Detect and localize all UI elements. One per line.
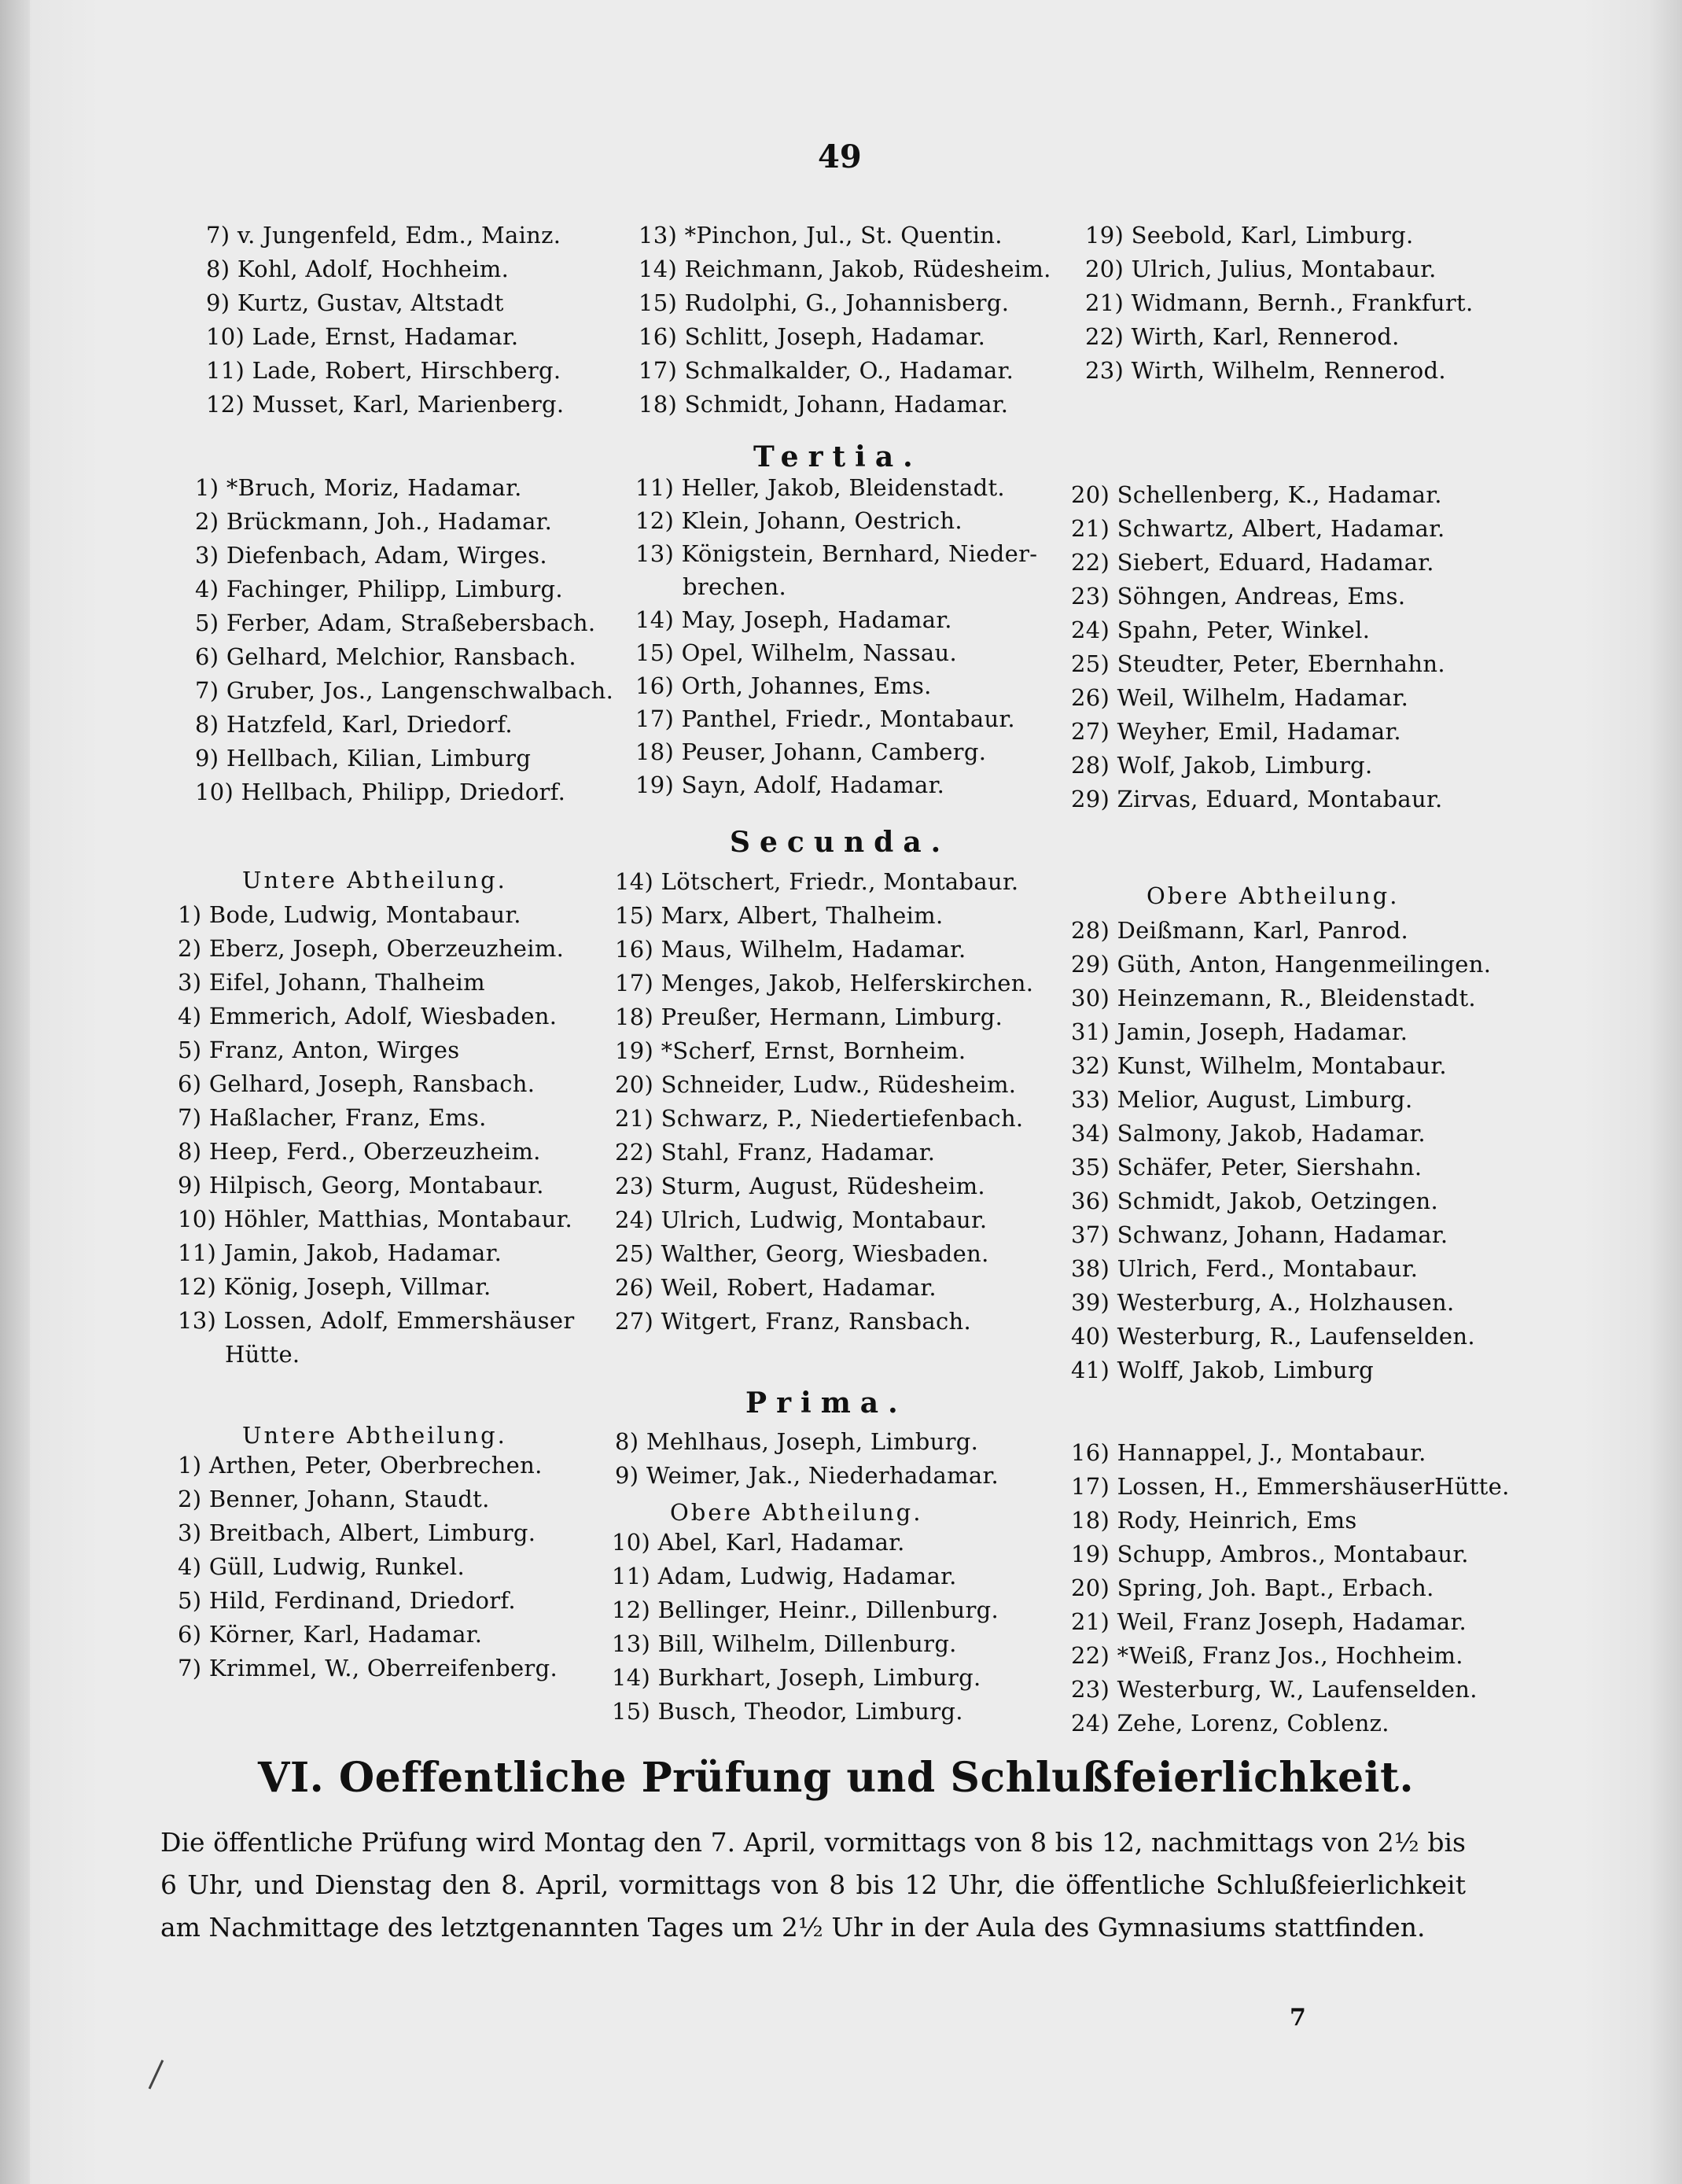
list-item: 36) Schmidt, Jakob, Oetzingen. — [1071, 1188, 1439, 1214]
list-item: brechen. — [683, 573, 786, 600]
page-number: 49 — [818, 138, 862, 175]
list-item: 3) Diefenbach, Adam, Wirges. — [195, 542, 547, 569]
list-item: 23) Söhngen, Andreas, Ems. — [1071, 583, 1406, 610]
list-item: 26) Weil, Wilhelm, Hadamar. — [1071, 684, 1409, 711]
list-item: 15) Rudolphi, G., Johannisberg. — [639, 289, 1010, 316]
list-item: 7) Haßlacher, Franz, Ems. — [178, 1104, 487, 1131]
list-item: 21) Schwarz, P., Niedertiefenbach. — [615, 1105, 1024, 1132]
list-item: 5) Franz, Anton, Wirges — [178, 1037, 460, 1063]
list-item: 28) Deißmann, Karl, Panrod. — [1071, 917, 1408, 944]
list-item: 2) Benner, Johann, Staudt. — [178, 1486, 490, 1512]
list-item: 4) Güll, Ludwig, Runkel. — [178, 1553, 466, 1580]
list-item: 13) Lossen, Adolf, Emmershäuser — [178, 1307, 575, 1334]
list-item: 25) Walther, Georg, Wiesbaden. — [615, 1240, 989, 1267]
section-title-secunda: Secunda. — [730, 826, 951, 859]
list-item: 20) Ulrich, Julius, Montabaur. — [1085, 256, 1437, 282]
list-item: 29) Güth, Anton, Hangenmeilingen. — [1071, 951, 1492, 978]
list-item: 26) Weil, Robert, Hadamar. — [615, 1274, 937, 1301]
list-item: 21) Widmann, Bernh., Frankfurt. — [1085, 289, 1474, 316]
list-item: 21) Weil, Franz Joseph, Hadamar. — [1071, 1608, 1467, 1635]
subtitle-prima-obere: Obere Abtheilung. — [670, 1499, 923, 1526]
list-item: 14) Reichmann, Jakob, Rüdesheim. — [639, 256, 1051, 282]
list-item: 20) Spring, Joh. Bapt., Erbach. — [1071, 1574, 1434, 1601]
list-item: 13) *Pinchon, Jul., St. Quentin. — [639, 222, 1003, 249]
list-item: 12) Musset, Karl, Marienberg. — [206, 391, 565, 418]
list-item: 20) Schneider, Ludw., Rüdesheim. — [615, 1071, 1017, 1098]
list-item: 11) Heller, Jakob, Bleidenstadt. — [635, 474, 1005, 501]
list-item: 37) Schwanz, Johann, Hadamar. — [1071, 1221, 1448, 1248]
list-item: 6) Körner, Karl, Hadamar. — [178, 1621, 483, 1648]
list-item: 13) Königstein, Bernhard, Nieder- — [635, 540, 1038, 567]
list-item: 10) Lade, Ernst, Hadamar. — [206, 323, 519, 350]
list-item: 18) Rody, Heinrich, Ems — [1071, 1507, 1357, 1534]
list-item: 7) Krimmel, W., Oberreifenberg. — [178, 1655, 558, 1681]
list-item: 1) *Bruch, Moriz, Hadamar. — [195, 474, 522, 501]
list-item: 23) Westerburg, W., Laufenselden. — [1071, 1676, 1478, 1703]
list-item: 25) Steudter, Peter, Ebernhahn. — [1071, 650, 1445, 677]
list-item: 5) Hild, Ferdinand, Driedorf. — [178, 1587, 516, 1614]
list-item: 24) Ulrich, Ludwig, Montabaur. — [615, 1206, 988, 1233]
list-item: 11) Jamin, Jakob, Hadamar. — [178, 1239, 502, 1266]
list-item: 27) Weyher, Emil, Hadamar. — [1071, 718, 1401, 745]
list-item: 12) Bellinger, Heinr., Dillenburg. — [612, 1597, 999, 1623]
list-item: 33) Melior, August, Limburg. — [1071, 1086, 1413, 1113]
list-item: 19) Schupp, Ambros., Montabaur. — [1071, 1541, 1469, 1567]
list-item: 17) Menges, Jakob, Helferskirchen. — [615, 970, 1034, 996]
list-item: 2) Brückmann, Joh., Hadamar. — [195, 508, 553, 535]
list-item: 22) Wirth, Karl, Rennerod. — [1085, 323, 1400, 350]
list-item: 34) Salmony, Jakob, Hadamar. — [1071, 1120, 1426, 1147]
list-item: 27) Witgert, Franz, Ransbach. — [615, 1308, 972, 1335]
subtitle-prima-untere: Untere Abtheilung. — [242, 1422, 507, 1449]
list-item: 18) Preußer, Hermann, Limburg. — [615, 1004, 1003, 1030]
list-item: 16) Schlitt, Joseph, Hadamar. — [639, 323, 986, 350]
list-item: 14) Burkhart, Joseph, Limburg. — [612, 1664, 981, 1691]
list-item: 4) Emmerich, Adolf, Wiesbaden. — [178, 1003, 558, 1029]
list-item: 16) Orth, Johannes, Ems. — [635, 672, 932, 699]
list-item: 4) Fachinger, Philipp, Limburg. — [195, 576, 563, 602]
list-item: 22) *Weiß, Franz Jos., Hochheim. — [1071, 1642, 1463, 1669]
list-item: 3) Breitbach, Albert, Limburg. — [178, 1519, 536, 1546]
list-item: 10) Abel, Karl, Hadamar. — [612, 1529, 905, 1556]
list-item: 11) Lade, Robert, Hirschberg. — [206, 357, 561, 384]
list-item: 17) Panthel, Friedr., Montabaur. — [635, 705, 1015, 732]
exam-paragraph: Die öffentliche Prüfung wird Montag den 7. April, vormittags von 8 bis 12, nachmittags von 2½ bis 6 Uhr, und Dienstag den 8. April, vormittags von 8 bis 12 Uhr, die öffentliche Schlußfeierlichkeit am Nachmittage des letztgenannten Tages um 2½ Uhr in der Aula des Gymnasiums stattfinden. — [160, 1827, 1466, 1943]
list-item: 19) Sayn, Adolf, Hadamar. — [635, 772, 945, 798]
list-item: 13) Bill, Wilhelm, Dillenburg. — [612, 1630, 957, 1657]
list-item: 12) König, Joseph, Villmar. — [178, 1273, 491, 1300]
subtitle-secunda-obere: Obere Abtheilung. — [1146, 882, 1400, 909]
list-item: 15) Opel, Wilhelm, Nassau. — [635, 639, 957, 666]
list-item: Hütte. — [225, 1341, 300, 1368]
list-item: 8) Heep, Ferd., Oberzeuzheim. — [178, 1138, 541, 1165]
list-item: 41) Wolff, Jakob, Limburg — [1071, 1357, 1375, 1383]
list-item: 11) Adam, Ludwig, Hadamar. — [612, 1563, 957, 1589]
list-item: 40) Westerburg, R., Laufenselden. — [1071, 1323, 1475, 1350]
list-item: 7) v. Jungenfeld, Edm., Mainz. — [206, 222, 561, 249]
list-item: 38) Ulrich, Ferd., Montabaur. — [1071, 1255, 1419, 1282]
list-item: 30) Heinzemann, R., Bleidenstadt. — [1071, 985, 1476, 1011]
list-item: 22) Stahl, Franz, Hadamar. — [615, 1139, 936, 1166]
list-item: 18) Peuser, Johann, Camberg. — [635, 738, 987, 765]
list-item: 5) Ferber, Adam, Straßebersbach. — [195, 610, 596, 636]
list-item: 15) Marx, Albert, Thalheim. — [615, 902, 944, 929]
list-item: 9) Weimer, Jak., Niederhadamar. — [615, 1462, 999, 1489]
list-item: 1) Bode, Ludwig, Montabaur. — [178, 901, 521, 928]
list-item: 3) Eifel, Johann, Thalheim — [178, 969, 485, 996]
list-item: 31) Jamin, Joseph, Hadamar. — [1071, 1018, 1408, 1045]
list-item: 12) Klein, Johann, Oestrich. — [635, 507, 962, 534]
list-item: 14) May, Joseph, Hadamar. — [635, 606, 952, 633]
list-item: 29) Zirvas, Eduard, Montabaur. — [1071, 786, 1443, 812]
section-title-prima: Prima. — [745, 1387, 907, 1420]
list-item: 1) Arthen, Peter, Oberbrechen. — [178, 1452, 543, 1479]
list-item: 17) Lossen, H., EmmershäuserHütte. — [1071, 1473, 1510, 1500]
list-item: 10) Höhler, Matthias, Montabaur. — [178, 1206, 573, 1232]
list-item: 23) Sturm, August, Rüdesheim. — [615, 1173, 985, 1199]
list-item: 9) Hellbach, Kilian, Limburg — [195, 745, 532, 772]
list-item: 22) Siebert, Eduard, Hadamar. — [1071, 549, 1434, 576]
list-item: 24) Spahn, Peter, Winkel. — [1071, 617, 1371, 643]
list-item: 9) Kurtz, Gustav, Altstadt — [206, 289, 504, 316]
list-item: 9) Hilpisch, Georg, Montabaur. — [178, 1172, 544, 1199]
list-item: 17) Schmalkalder, O., Hadamar. — [639, 357, 1014, 384]
list-item: 32) Kunst, Wilhelm, Montabaur. — [1071, 1052, 1447, 1079]
subtitle-secunda-untere: Untere Abtheilung. — [242, 867, 507, 893]
list-item: 24) Zehe, Lorenz, Coblenz. — [1071, 1710, 1389, 1737]
list-item: 18) Schmidt, Johann, Hadamar. — [639, 391, 1009, 418]
list-item: 6) Gelhard, Joseph, Ransbach. — [178, 1070, 536, 1097]
list-item: 7) Gruber, Jos., Langenschwalbach. — [195, 677, 614, 704]
section-title-tertia: Tertia. — [753, 440, 922, 473]
list-item: 39) Westerburg, A., Holzhausen. — [1071, 1289, 1455, 1316]
list-item: 16) Hannappel, J., Montabaur. — [1071, 1439, 1426, 1466]
list-item: 20) Schellenberg, K., Hadamar. — [1071, 481, 1442, 508]
list-item: 2) Eberz, Joseph, Oberzeuzheim. — [178, 935, 565, 962]
list-item: 6) Gelhard, Melchior, Ransbach. — [195, 643, 576, 670]
list-item: 8) Hatzfeld, Karl, Driedorf. — [195, 711, 513, 738]
list-item: 8) Kohl, Adolf, Hochheim. — [206, 256, 510, 282]
list-item: 28) Wolf, Jakob, Limburg. — [1071, 752, 1373, 779]
list-item: 21) Schwartz, Albert, Hadamar. — [1071, 515, 1445, 542]
list-item: 16) Maus, Wilhelm, Hadamar. — [615, 936, 966, 963]
list-item: 35) Schäfer, Peter, Siershahn. — [1071, 1154, 1423, 1180]
list-item: 8) Mehlhaus, Joseph, Limburg. — [615, 1428, 979, 1455]
list-item: 19) *Scherf, Ernst, Bornheim. — [615, 1037, 966, 1064]
list-item: 19) Seebold, Karl, Limburg. — [1085, 222, 1414, 249]
signature-number: 7 — [1290, 2004, 1306, 2031]
list-item: 14) Lötschert, Friedr., Montabaur. — [615, 868, 1019, 895]
list-item: 15) Busch, Theodor, Limburg. — [612, 1698, 963, 1725]
list-item: 23) Wirth, Wilhelm, Rennerod. — [1085, 357, 1446, 384]
section-heading-vi: VI. Oeffentliche Prüfung und Schlußfeierlichkeit. — [258, 1754, 1415, 1802]
list-item: 10) Hellbach, Philipp, Driedorf. — [195, 779, 566, 805]
